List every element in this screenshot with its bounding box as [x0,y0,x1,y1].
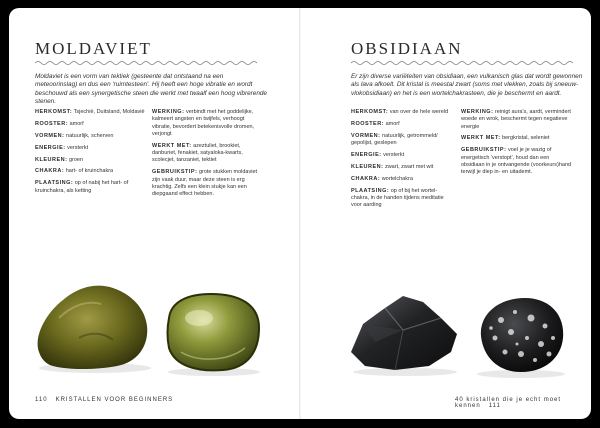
property-rooster: ROOSTER: amorf [35,120,84,127]
property-herkomst: HERKOMST: van over de hele wereld [351,109,449,115]
property-kleuren: KLEUREN: groen [35,156,84,163]
left-properties-col1 [35,109,147,200]
property-vormen: VORMEN: natuurlijk, scherven [35,132,114,139]
property-plaatsing: PLAATSING: op of nabij het hart- of kruinchakra, als ketting [35,180,129,194]
property-werkt-met: WERKT MET: azeztuliet, brookiet, danburiet, fenakiet, satyaloka-kwarts, scolecjet, tanzaniet, tektiet [152,142,243,164]
property-vormen: VORMEN: natuurlijk, getrommeld/ gepolijst, geslepen [351,132,438,147]
property-energie: ENERGIE: versterkt [351,151,405,158]
left-properties-col2 [152,109,264,203]
property-werking: WERKING: verbindt met het goddelijke, kalmeert angsten en twijfels, verhoogt vibratie, bevordert betekenisvolle dromen, verjongt [152,109,255,137]
left-running-title: KRISTALLEN VOOR BEGINNERS [55,397,174,403]
right-page-footer [455,397,591,409]
property-chakra: CHAKRA: hart- of kruinchakra [35,168,114,175]
property-kleuren: KLEUREN: zwart, zwart met wit [351,163,434,170]
property-gebruikstip: GEBRUIKSTIP: voel je je wazig of energetisch 'verstopt', houd dan een obsidiaan in je ontvangende (voorkeurs)hand terwijl je diep in- en uitademt. [461,147,572,176]
property-herkomst: HERKOMST: Tsjechië, Duitsland, Moldavië [35,109,145,115]
title-wavy-rule [351,60,573,66]
property-energie: ENERGIE: versterkt [35,144,89,151]
moldavite-polished-stone-image [161,288,267,376]
right-properties-col1 [351,109,455,214]
right-properties-col2 [461,109,573,181]
obsidian-rough-stone-image [345,290,465,376]
property-werking: WERKING: reinigt aura's, aardt, vermindert woede en wrok, beschermt tegen negatieve energie [461,109,571,130]
property-plaatsing: PLAATSING: op of bij het wortel-chakra, in de handen tijdens meditatie voor aarding [351,187,444,209]
left-page-number: 110 [35,397,48,403]
moldavite-rough-stone-image [29,278,161,374]
title-wavy-rule [35,60,257,66]
right-page-number: 111 [488,403,501,409]
snowflake-obsidian-stone-image [471,292,571,378]
book-spread [9,8,591,419]
left-page-footer [35,397,173,403]
book-gutter [299,8,301,419]
right-running-title: 40 kristallen die je echt moet kennen [455,397,562,409]
right-page-title: OBSIDIAAN [351,39,463,58]
left-page-title: MOLDAVIET [35,39,152,58]
property-werkt-met: WERKT MET: bergkristal, seleniet [461,135,550,142]
left-page-intro: Moldaviet is een vorm van tektiek (gesteente dat ontstaand na een meteoorinslag) en dus een 'ruimtesteen'. Hij heeft een hoge vibratie en wordt beschouwd als een synergetische steen die werkt met twaalf een hoog vibrerende stenen. [35,73,267,106]
property-chakra: CHAKRA: wortelchakra [351,175,413,182]
property-gebruikstip: GEBRUIKSTIP: grote stukken moldaviet zijn vaak duur, maar deze steen is erg krachtig. Zelfs een klein stukje kan een diepgaand effect hebben. [152,169,258,198]
right-page-intro: Er zijn diverse variëteiten van obsidiaan, een vulkanisch glas dat wordt gewonnen als lava afkoelt. Dit kristal is meestal zwart (soms met vlekken, zoals bij sneeuw-vlokobsidiaan) en het is een wortelchakrasteen, die je beschermt en aardt. [351,73,583,97]
property-rooster: ROOSTER: amorf [351,120,400,127]
